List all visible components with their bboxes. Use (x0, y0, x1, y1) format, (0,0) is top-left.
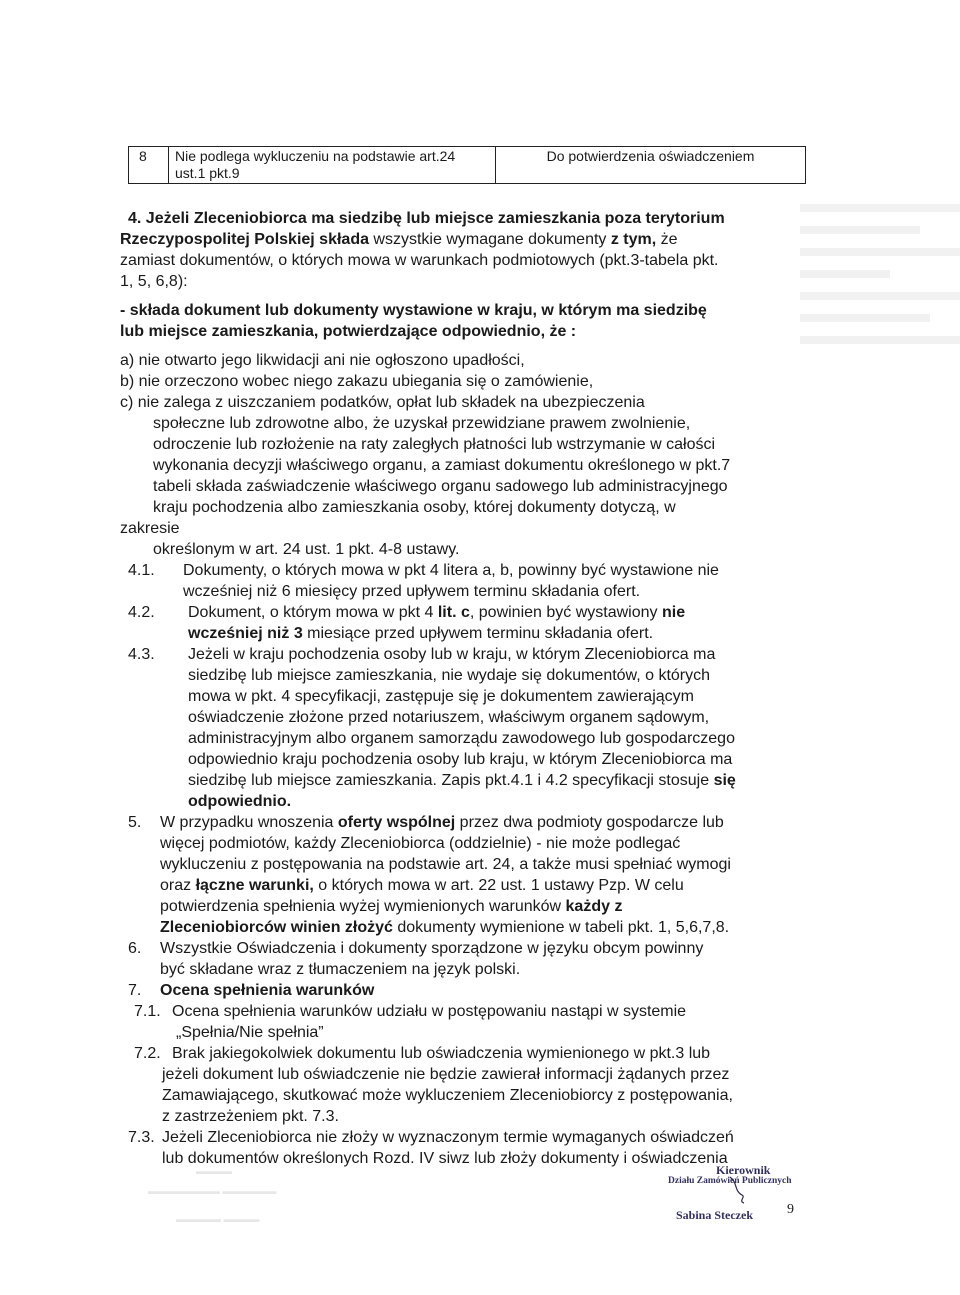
row-condition-line1: Nie podlega wykluczeniu na podstawie art.24 (175, 148, 456, 164)
p43-line1: Jeżeli w kraju pochodzenia osoby lub w kraju, w którym Zleceniobiorca ma (188, 646, 716, 663)
p71-line2: „Spełnia/Nie spełnia” (176, 1024, 324, 1041)
row-number: 8 (129, 147, 169, 183)
p4-line3: zamiast dokumentów, o których mowa w warunkach podmiotowych (pkt.3-tabela pkt. (120, 252, 719, 269)
p5-line4: oraz łączne warunki, o których mowa w art. 22 ust. 1 ustawy Pzp. W celu (160, 877, 684, 894)
p4-line2: Rzeczypospolitej Polskiej składa wszystkie wymagane dokumenty z tym, że (120, 231, 678, 248)
bleed-text-2: ▬▬▬▬▬▬▬▬ ▬▬▬▬▬▬ (148, 1186, 277, 1196)
p4-line4: 1, 5, 6,8): (120, 273, 188, 290)
p4-item-c7: zakresie (120, 520, 180, 537)
p4-line6: lub miejsce zamieszkania, potwierdzające odpowiednio, że : (120, 323, 577, 340)
p4-item-c3: odroczenie lub rozłożenie na raty zaległych płatności lub wstrzymanie w całości (153, 436, 716, 453)
requirements-table-row (128, 146, 806, 184)
p5-line2: więcej podmiotów, każdy Zleceniobiorca (oddzielnie) - nie może podlegać (160, 835, 681, 852)
p4-line5: - składa dokument lub dokumenty wystawione w kraju, w którym ma siedzibę (120, 302, 707, 319)
p72-line1: Brak jakiegokolwiek dokumentu lub oświadczenia wymienionego w pkt.3 lub (172, 1045, 711, 1062)
official-stamp (668, 1163, 838, 1225)
p6-line1: Wszystkie Oświadczenia i dokumenty sporządzone w języku obcym powinny (160, 940, 704, 957)
p71-number: 7.1. (134, 1003, 161, 1020)
p4-line1: 4. Jeżeli Zleceniobiorca ma siedzibę lub miejsce zamieszkania poza terytorium (128, 210, 725, 227)
p4-item-c6: kraju pochodzenia albo zamieszkania osoby, której dokumenty dotyczą, w (153, 499, 676, 516)
p7-number: 7. (128, 982, 142, 999)
p6-line2: być składane wraz z tłumaczeniem na język polski. (160, 961, 521, 978)
p72-line2: jeżeli dokument lub oświadczenie nie będzie zawierał informacji żądanych przez (162, 1066, 730, 1083)
p5-line6: Zleceniobiorców winien złożyć dokumenty wymienione w tabeli pkt. 1, 5,6,7,8. (160, 919, 730, 936)
p42-number: 4.2. (128, 604, 155, 621)
p43-line3: mowa w pkt. 4 specyfikacji, zastępuje się je dokumentem zawierającym (188, 688, 694, 705)
p71-line1: Ocena spełnienia warunków udziału w postępowaniu nastąpi w systemie (172, 1003, 687, 1020)
p72-line4: z zastrzeżeniem pkt. 7.3. (162, 1108, 339, 1125)
bleed-text-1: ▬▬▬▬ (196, 1166, 232, 1176)
p7-title: Ocena spełnienia warunków (160, 982, 375, 999)
p43-line8: odpowiednio. (188, 793, 292, 810)
p41-number: 4.1. (128, 562, 155, 579)
p4-item-c5: tabeli składa zaświadczenie właściwego organu sadowego lub administracyjnego (153, 478, 728, 495)
stamp-department: Działu Zamówień Publicznych (668, 1176, 792, 1186)
p73-number: 7.3. (128, 1129, 155, 1146)
p5-line3: wykluczeniu z postępowania na podstawie art. 24, a także musi spełniać wymogi (160, 856, 731, 873)
p42-line1: Dokument, o którym mowa w pkt 4 lit. c, powinien być wystawiony nie (188, 604, 686, 621)
signature-mark (724, 1173, 754, 1205)
p43-line6: odpowiednio kraju pochodzenia osoby lub kraju, w którym Zleceniobiorca ma (188, 751, 733, 768)
row-condition-line2: ust.1 pkt.9 (175, 165, 240, 181)
p42-line2: wcześniej niż 3 miesiące przed upływem terminu składania ofert. (188, 625, 654, 642)
p73-line2: lub dokumentów określonych Rozd. IV siwz lub złoży dokumenty i oświadczenia (162, 1150, 728, 1167)
p4-item-a: a) nie otwarto jego likwidacji ani nie ogłoszono upadłości, (120, 352, 525, 369)
p73-line1: Jeżeli Zleceniobiorca nie złoży w wyznaczonym termie wymaganych oświadczeń (162, 1129, 734, 1146)
p43-line5: administracyjnym albo organem samorządu zawodowego lub gospodarczego (188, 730, 735, 747)
p41-line1: Dokumenty, o których mowa w pkt 4 litera a, b, powinny być wystawione nie (183, 562, 719, 579)
p72-line3: Zamawiającego, skutkować może wykluczeniem Zleceniobiorcy z postępowania, (162, 1087, 733, 1104)
p72-number: 7.2. (134, 1045, 161, 1062)
bleed-through (790, 190, 960, 450)
p43-line2: siedzibę lub miejsce zamieszkania, nie wydaje się dokumentów, o których (188, 667, 711, 684)
p43-number: 4.3. (128, 646, 155, 663)
p6-number: 6. (128, 940, 142, 957)
p4-item-c2: społeczne lub zdrowotne albo, że uzyskał przewidziane prawem zwolnienie, (153, 415, 691, 432)
page-number: 9 (787, 1202, 794, 1217)
p4-item-c8: określonym w art. 24 ust. 1 pkt. 4-8 ustawy. (153, 541, 460, 558)
p5-number: 5. (128, 814, 142, 831)
p5-line1: W przypadku wnoszenia oferty wspólnej przez dwa podmioty gospodarcze lub (160, 814, 724, 831)
row-condition (169, 147, 496, 183)
p5-line5: potwierdzenia spełnienia wyżej wymienionych warunków każdy z (160, 898, 623, 915)
p43-line4: oświadczenie złożone przed notariuszem, właściwym organem sądowym, (188, 709, 710, 726)
p43-line7: siedzibę lub miejsce zamieszkania. Zapis pkt.4.1 i 4.2 specyfikacji stosuje się (188, 772, 736, 789)
row-confirmation: Do potwierdzenia oświadczeniem (546, 148, 755, 164)
p4-item-b: b) nie orzeczono wobec niego zakazu ubiegania się o zamówienie, (120, 373, 594, 390)
p41-line2: wcześniej niż 6 miesięcy przed upływem terminu składania ofert. (183, 583, 641, 600)
bleed-text-3: ▬▬▬▬▬ ▬▬▬▬ (176, 1214, 260, 1224)
stamp-name: Sabina Steczek (676, 1208, 754, 1222)
p4-item-c1: c) nie zalega z uiszczaniem podatków, opłat lub składek na ubezpieczenia (120, 394, 645, 411)
stamp-title: Kierownik (716, 1163, 771, 1177)
p4-item-c4: wykonania decyzji właściwego organu, a zamiast dokumentu określonego w pkt.7 (153, 457, 731, 474)
